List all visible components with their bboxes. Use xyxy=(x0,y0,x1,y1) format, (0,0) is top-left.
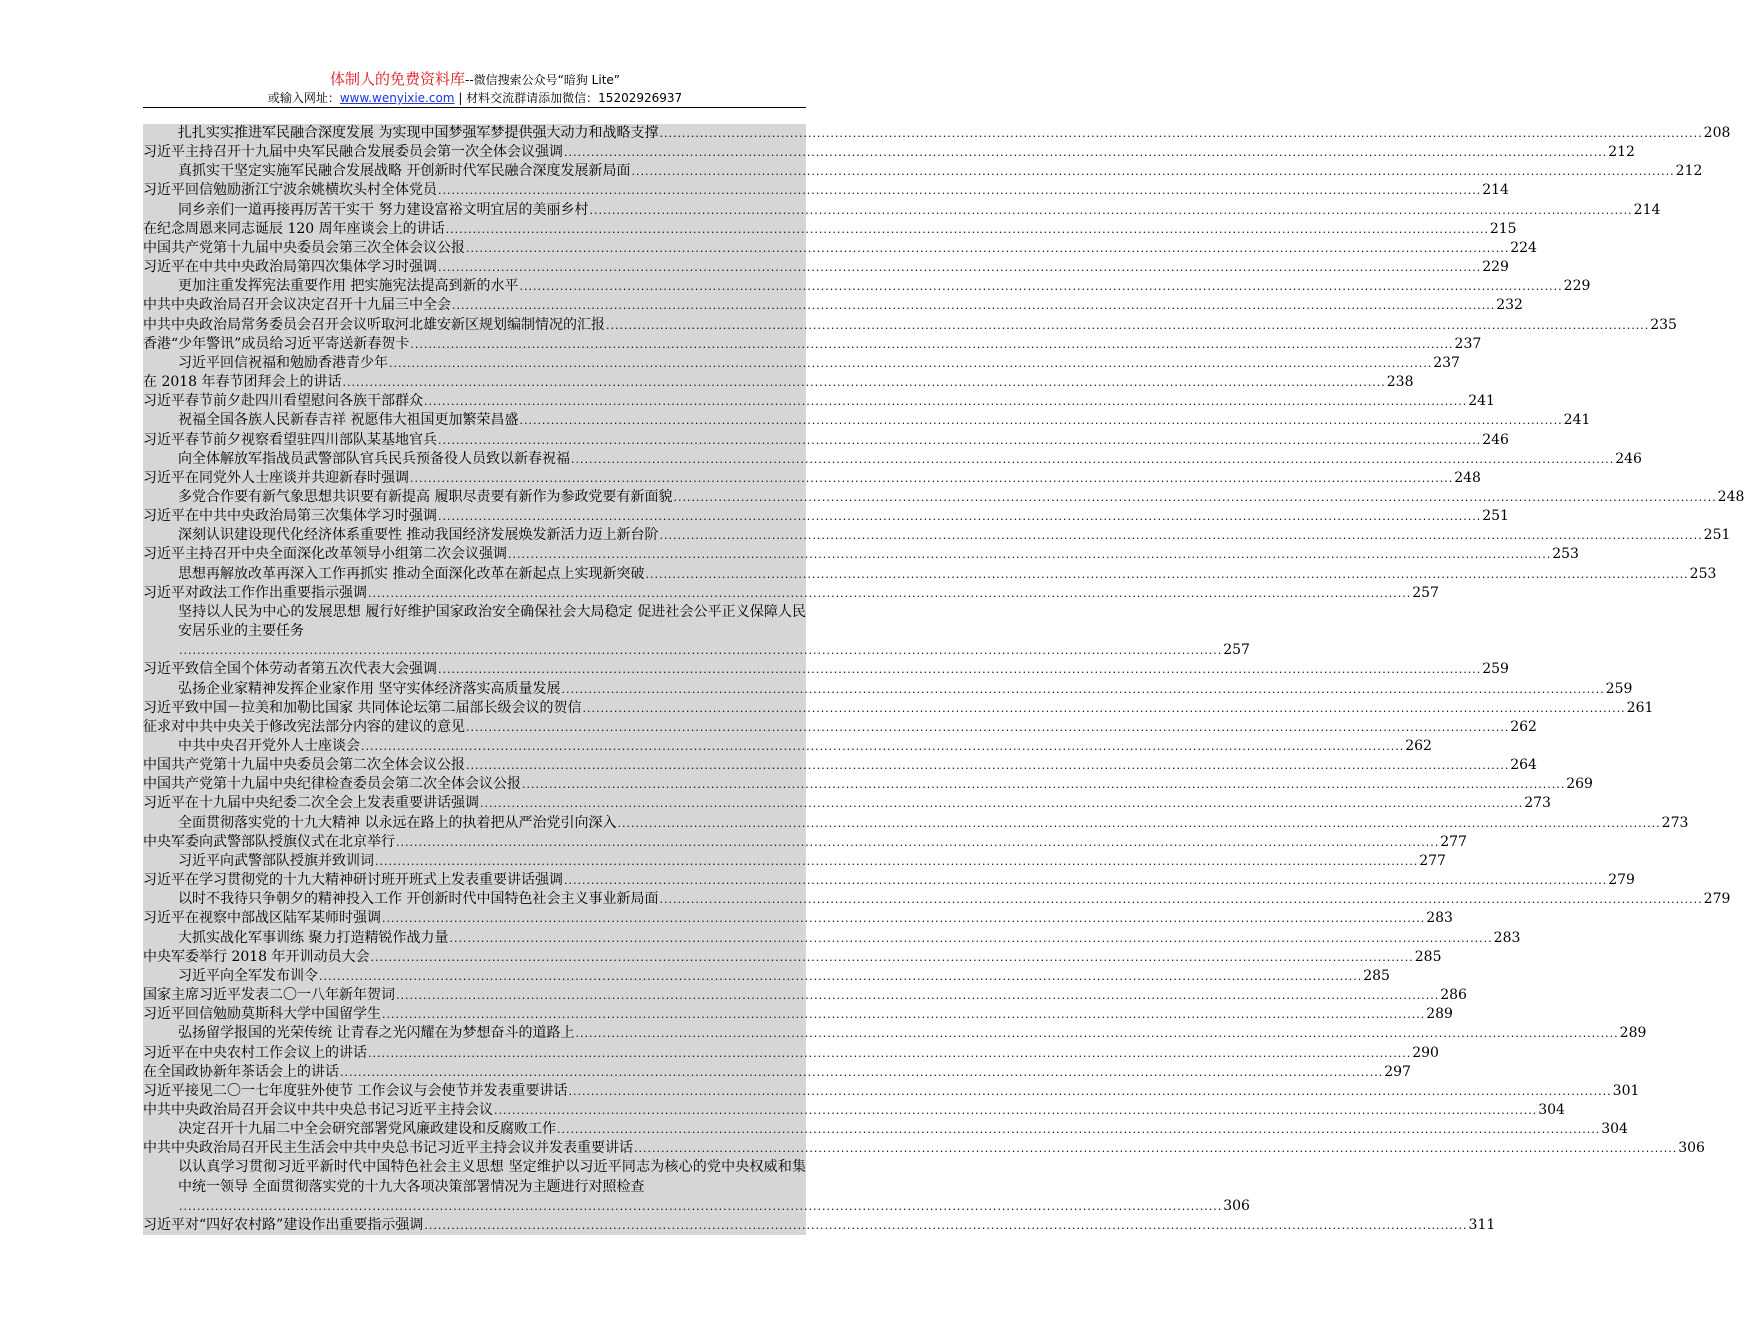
contact-note: | 材料交流群请添加微信：15202926937 xyxy=(454,91,683,105)
toc-entry-page: 229 xyxy=(1482,259,1509,276)
toc-entry-title: 国家主席习近平发表二〇一八年新年贺词 xyxy=(143,987,395,1004)
toc-entry-page: 277 xyxy=(1419,852,1446,869)
toc-entry-page: 246 xyxy=(1482,431,1509,448)
toc-entry-highlight xyxy=(143,450,1642,469)
toc-entry-page: 208 xyxy=(1703,125,1731,141)
toc-entry-page: 285 xyxy=(1363,967,1390,984)
toc-entry-highlight xyxy=(143,756,1537,775)
toc-entry-title: 大抓实战化军事训练 聚力打造精锐作战力量 xyxy=(178,929,449,946)
toc-entry[interactable] xyxy=(143,680,1633,699)
toc-dot-leader xyxy=(410,469,1453,488)
toc-entry-title: 弘扬留学报国的光荣传统 让青春之光闪耀在为梦想奋斗的道路上 xyxy=(178,1025,575,1042)
toc-dot-leader xyxy=(438,660,1481,679)
toc-entry-page: 285 xyxy=(1414,948,1442,965)
toc-entry[interactable] xyxy=(143,277,1591,296)
toc-entry[interactable] xyxy=(143,1005,1453,1024)
toc-entry[interactable] xyxy=(143,411,1591,430)
toc-entry-highlight xyxy=(143,1158,1250,1215)
toc-entry-page: 289 xyxy=(1619,1025,1647,1042)
toc-dot-leader xyxy=(446,220,1489,239)
toc-dot-leader xyxy=(494,1101,1537,1120)
toc-dot-leader xyxy=(480,794,1523,813)
toc-entry[interactable] xyxy=(143,450,1642,469)
toc-entry-page: 229 xyxy=(1563,278,1591,295)
toc-dot-leader xyxy=(561,680,1604,699)
toc-entry-highlight xyxy=(143,258,1509,277)
toc-dot-leader xyxy=(368,584,1411,603)
toc-dot-leader xyxy=(375,852,1418,871)
toc-entry-title: 弘扬企业家精神发挥企业家作用 坚守实体经济落实高质量发展 xyxy=(178,680,561,697)
toc-entry-page: 251 xyxy=(1703,527,1731,544)
toc-entry-page: 232 xyxy=(1496,297,1523,314)
toc-entry[interactable] xyxy=(143,565,1717,584)
toc-entry-title: 习近平致信全国个体劳动者第五次代表大会强调 xyxy=(143,661,437,678)
toc-entry[interactable] xyxy=(143,1216,1496,1235)
toc-entry-title: 以时不我待只争朝夕的精神投入工作 开创新时代中国特色社会主义事业新局面 xyxy=(178,891,659,908)
toc-entry-highlight xyxy=(143,986,1467,1005)
toc-entry-highlight xyxy=(143,1101,1565,1120)
toc-entry-title: 习近平回信勉励莫斯科大学中国留学生 xyxy=(143,1006,381,1023)
toc-entry-page: 289 xyxy=(1426,1006,1453,1023)
toc-dot-leader xyxy=(396,986,1439,1005)
toc-entry[interactable] xyxy=(143,1044,1439,1063)
toc-dot-leader xyxy=(519,277,1562,296)
toc-entry-title: 坚持以人民为中心的发展思想 履行好维护国家政治安全确保社会大局稳定 促进社会公平正义保障人民安居乐业的主要任务 xyxy=(178,603,806,640)
toc-entry[interactable] xyxy=(143,181,1509,200)
toc-dot-leader xyxy=(617,814,1660,833)
toc-entry[interactable] xyxy=(143,603,1250,660)
toc-entry-highlight xyxy=(143,124,1731,143)
toc-entry-highlight xyxy=(143,814,1689,833)
toc-entry[interactable] xyxy=(143,948,1442,967)
toc-entry-highlight xyxy=(143,871,1635,890)
page-header-line2 xyxy=(0,90,950,106)
toc-entry-page: 238 xyxy=(1386,374,1414,391)
toc-dot-leader xyxy=(571,450,1614,469)
toc-entry-title: 习近平回信勉励浙江宁波余姚横坎头村全体党员 xyxy=(143,182,437,199)
toc-entry-highlight xyxy=(143,526,1731,545)
toc-entry[interactable] xyxy=(143,852,1446,871)
toc-entry-title: 习近平主持召开中央全面深化改革领导小组第二次会议强调 xyxy=(143,546,507,563)
toc-entry-highlight xyxy=(143,354,1460,373)
toc-entry-highlight xyxy=(143,584,1439,603)
toc-entry-highlight xyxy=(143,660,1509,679)
toc-entry-highlight xyxy=(143,603,1250,660)
toc-entry-title: 中国共产党第十九届中央纪律检查委员会第二次全体会议公报 xyxy=(143,776,521,793)
toc-entry[interactable] xyxy=(143,526,1731,545)
toc-entry[interactable] xyxy=(143,201,1661,220)
toc-entry-title: 真抓实干坚定实施军民融合发展战略 开创新时代军民融合深度发展新局面 xyxy=(178,163,631,180)
toc-dot-leader xyxy=(179,1197,1222,1216)
toc-entry-highlight xyxy=(143,1005,1453,1024)
toc-dot-leader xyxy=(557,1120,1600,1139)
toc-dot-leader xyxy=(449,929,1492,948)
toc-entry[interactable] xyxy=(143,814,1689,833)
toc-entry-title: 习近平在中共中央政治局第四次集体学习时强调 xyxy=(143,259,437,276)
toc-entry[interactable] xyxy=(143,967,1390,986)
toc-entry-highlight xyxy=(143,201,1661,220)
toc-entry[interactable] xyxy=(143,833,1467,852)
toc-entry-title: 中共中央政治局召开会议中共中央总书记习近平主持会议 xyxy=(143,1101,493,1118)
toc-entry-page: 273 xyxy=(1524,795,1551,812)
toc-entry-title: 祝福全国各族人民新春吉祥 祝愿伟大祖国更加繁荣昌盛 xyxy=(178,412,519,429)
toc-entry-title: 扎扎实实推进军民融合深度发展 为实现中国梦强军梦提供强大动力和战略支撑 xyxy=(178,125,659,141)
toc-entry-page: 277 xyxy=(1440,833,1467,850)
toc-entry-title: 习近平在学习贯彻党的十九大精神研讨班开班式上发表重要讲话强调 xyxy=(143,872,563,889)
toc-entry-title: 习近平向全军发布训令 xyxy=(178,967,318,984)
toc-entry[interactable] xyxy=(143,143,1635,162)
toc-entry-highlight xyxy=(143,967,1390,986)
toc-entry-highlight xyxy=(143,239,1537,258)
toc-entry-title: 中央军委举行 2018 年开训动员大会 xyxy=(143,948,370,965)
toc-dot-leader xyxy=(645,565,1688,584)
toc-entry-highlight xyxy=(143,143,1635,162)
url-prefix: 或输入网址： xyxy=(267,91,340,105)
toc-entry-title: 习近平对政法工作作出重要指示强调 xyxy=(143,584,367,601)
toc-dot-leader xyxy=(424,392,1467,411)
toc-entry-highlight xyxy=(143,890,1731,909)
toc-entry[interactable] xyxy=(143,335,1482,354)
toc-dot-leader xyxy=(424,1216,1467,1235)
toc-entry[interactable] xyxy=(143,354,1460,373)
toc-entry-highlight xyxy=(143,948,1442,967)
toc-entry-page: 212 xyxy=(1675,163,1703,180)
toc-entry-page: 283 xyxy=(1426,910,1453,927)
toc-entry-title: 香港“少年警讯”成员给习近平寄送新春贺卡 xyxy=(143,335,410,352)
toc-entry-highlight xyxy=(143,909,1453,928)
toc-dot-leader xyxy=(371,948,1414,967)
toc-dot-leader xyxy=(606,316,1649,335)
toc-entry-page: 257 xyxy=(1412,584,1439,601)
toc-entry[interactable] xyxy=(143,1024,1647,1043)
toc-entry-highlight xyxy=(143,929,1521,948)
toc-entry-page: 259 xyxy=(1605,680,1633,697)
toc-entry-title: 中国共产党第十九届中央委员会第二次全体会议公报 xyxy=(143,757,465,774)
toc-entry[interactable] xyxy=(143,507,1509,526)
toc-dot-leader xyxy=(659,526,1702,545)
toc-entry[interactable] xyxy=(143,718,1537,737)
toc-entry-page: 290 xyxy=(1412,1044,1439,1061)
toc-dot-leader xyxy=(631,162,1674,181)
toc-entry-title: 中共中央政治局召开民主生活会中共中央总书记习近平主持会议并发表重要讲话 xyxy=(143,1140,633,1157)
toc-entry-highlight xyxy=(143,680,1633,699)
toc-entry-highlight xyxy=(143,794,1551,813)
toc-entry[interactable] xyxy=(143,890,1731,909)
toc-entry-highlight xyxy=(143,220,1517,239)
toc-entry-title: 向全体解放军指战员武警部队官兵民兵预备役人员致以新春祝福 xyxy=(178,450,570,467)
toc-dot-leader xyxy=(382,1005,1425,1024)
toc-dot-leader xyxy=(361,737,1404,756)
toc-dot-leader xyxy=(659,124,1702,143)
toc-entry-highlight xyxy=(143,1044,1439,1063)
toc-entry-title: 习近平在中共中央政治局第三次集体学习时强调 xyxy=(143,508,437,525)
brand-title: 体制人的免费资料库 xyxy=(329,70,465,88)
toc-dot-leader xyxy=(522,775,1565,794)
toc-entry[interactable] xyxy=(143,392,1495,411)
toc-dot-leader xyxy=(582,699,1625,718)
toc-entry[interactable] xyxy=(143,296,1523,315)
toc-dot-leader xyxy=(179,641,1222,660)
toc-dot-leader xyxy=(452,296,1495,315)
toc-entry-highlight xyxy=(143,507,1509,526)
toc-entry-page: 273 xyxy=(1661,814,1689,831)
toc-entry-page: 214 xyxy=(1482,182,1509,199)
toc-entry[interactable] xyxy=(143,545,1579,564)
toc-dot-leader xyxy=(343,373,1386,392)
toc-entry-page: 224 xyxy=(1510,239,1537,256)
toc-dot-leader xyxy=(382,909,1425,928)
toc-entry-title: 征求对中共中央关于修改宪法部分内容的建议的意见 xyxy=(143,718,465,735)
toc-entry[interactable] xyxy=(143,1101,1565,1120)
toc-entry[interactable] xyxy=(143,660,1509,679)
toc-entry-page: 261 xyxy=(1626,699,1654,716)
toc-entry[interactable] xyxy=(143,239,1537,258)
toc-entry-page: 248 xyxy=(1454,469,1481,486)
toc-entry-page: 259 xyxy=(1482,661,1509,678)
toc-entry[interactable] xyxy=(143,1082,1640,1101)
toc-entry[interactable] xyxy=(143,909,1453,928)
toc-entry-highlight xyxy=(143,565,1717,584)
toc-entry-page: 279 xyxy=(1703,891,1731,908)
toc-entry-highlight xyxy=(143,1120,1628,1139)
toc-entry-highlight xyxy=(143,1216,1496,1235)
toc-entry-title: 习近平在中央农村工作会议上的讲话 xyxy=(143,1044,367,1061)
toc-entry-page: 215 xyxy=(1489,220,1517,237)
toc-entry[interactable] xyxy=(143,584,1439,603)
toc-entry[interactable] xyxy=(143,756,1537,775)
toc-entry-title: 更加注重发挥宪法重要作用 把实施宪法提高到新的水平 xyxy=(178,278,519,295)
toc-entry-highlight xyxy=(143,718,1537,737)
website-link[interactable]: www.wenyixie.com xyxy=(339,91,455,105)
toc-dot-leader xyxy=(396,833,1439,852)
toc-entry-highlight xyxy=(143,411,1591,430)
toc-entry[interactable] xyxy=(143,794,1551,813)
toc-entry-title: 思想再解放改革再深入工作再抓实 推动全面深化改革在新起点上实现新突破 xyxy=(178,565,645,582)
page-header-line1 xyxy=(0,70,950,89)
toc-entry-page: 237 xyxy=(1454,335,1482,352)
toc-entry[interactable] xyxy=(143,316,1677,335)
toc-entry-page: 253 xyxy=(1689,565,1717,582)
toc-dot-leader xyxy=(438,431,1481,450)
toc-entry-title: 习近平主持召开十九届中央军民融合发展委员会第一次全体会议强调 xyxy=(143,144,563,161)
toc-dot-leader xyxy=(438,258,1481,277)
toc-entry-highlight xyxy=(143,335,1482,354)
toc-entry[interactable] xyxy=(143,1158,1250,1215)
toc-entry-highlight xyxy=(143,296,1523,315)
toc-entry[interactable] xyxy=(143,220,1517,239)
toc-dot-leader xyxy=(410,335,1453,354)
toc-dot-leader xyxy=(564,143,1607,162)
toc-dot-leader xyxy=(368,1044,1411,1063)
toc-entry-page: 253 xyxy=(1552,546,1579,563)
toc-entry-title: 在纪念周恩来同志诞辰 120 周年座谈会上的讲话 xyxy=(143,220,445,237)
toc-entry-page: 297 xyxy=(1384,1063,1411,1080)
toc-entry-page: 301 xyxy=(1612,1082,1640,1099)
toc-entry-title: 习近平致中国－拉美和加勒比国家 共同体论坛第二届部长级会议的贺信 xyxy=(143,699,582,716)
toc-entry[interactable] xyxy=(143,488,1744,507)
toc-entry-title: 以认真学习贯彻习近平新时代中国特色社会主义思想 坚定维护以习近平同志为核心的党中央权威和集中统一领导 全面贯彻落实党的十九大各项决策部署情况为主题进行对照检查 xyxy=(178,1159,806,1195)
toc-entry-highlight xyxy=(143,1082,1640,1101)
toc-dot-leader xyxy=(438,507,1481,526)
toc-entry-page: 304 xyxy=(1538,1101,1565,1118)
toc-entry-page: 214 xyxy=(1633,201,1661,218)
toc-entry-title: 决定召开十九届二中全会研究部署党风廉政建设和反腐败工作 xyxy=(178,1121,556,1138)
toc-entry-title: 习近平春节前夕赴四川看望慰问各族干部群众 xyxy=(143,393,423,410)
toc-entry-highlight xyxy=(143,775,1593,794)
toc-entry-title: 习近平在十九届中央纪委二次全会上发表重要讲话强调 xyxy=(143,795,479,812)
toc-entry-page: 246 xyxy=(1615,450,1642,467)
toc-entry-title: 中共中央召开党外人士座谈会 xyxy=(178,738,360,754)
toc-entry-page: 212 xyxy=(1608,144,1635,161)
toc-entry[interactable] xyxy=(143,737,1432,756)
toc-entry-title: 习近平春节前夕视察看望驻四川部队某基地官兵 xyxy=(143,431,437,448)
toc-entry[interactable] xyxy=(143,929,1521,948)
table-of-contents xyxy=(143,124,1744,1235)
toc-entry[interactable] xyxy=(143,124,1731,143)
toc-entry-highlight xyxy=(143,181,1509,200)
toc-entry[interactable] xyxy=(143,699,1654,718)
toc-entry-page: 283 xyxy=(1493,929,1521,946)
toc-entry-page: 251 xyxy=(1482,508,1509,525)
toc-entry-title: 中共中央政治局召开会议决定召开十九届三中全会 xyxy=(143,297,451,314)
toc-entry-title: 习近平在同党外人士座谈并共迎新春时强调 xyxy=(143,469,409,486)
header-divider xyxy=(143,107,806,108)
toc-entry-highlight xyxy=(143,373,1414,392)
toc-entry[interactable] xyxy=(143,162,1703,181)
toc-entry-highlight xyxy=(143,431,1509,450)
toc-entry-highlight xyxy=(143,277,1591,296)
toc-entry[interactable] xyxy=(143,1120,1628,1139)
toc-dot-leader xyxy=(508,545,1551,564)
toc-entry-page: 264 xyxy=(1510,757,1537,774)
toc-entry-page: 286 xyxy=(1440,987,1467,1004)
toc-entry-highlight xyxy=(143,852,1446,871)
toc-dot-leader xyxy=(438,181,1481,200)
toc-entry-highlight xyxy=(143,392,1495,411)
toc-entry[interactable] xyxy=(143,1139,1705,1158)
toc-dot-leader xyxy=(659,890,1702,909)
toc-dot-leader xyxy=(466,756,1509,775)
toc-entry-highlight xyxy=(143,1024,1647,1043)
toc-entry[interactable] xyxy=(143,1063,1411,1082)
toc-entry-highlight xyxy=(143,316,1677,335)
toc-dot-leader xyxy=(589,201,1632,220)
toc-dot-leader xyxy=(340,1063,1383,1082)
toc-entry[interactable] xyxy=(143,469,1481,488)
toc-entry-page: 241 xyxy=(1468,393,1495,410)
toc-entry-highlight xyxy=(143,699,1654,718)
toc-dot-leader xyxy=(564,871,1607,890)
toc-entry-page: 304 xyxy=(1601,1121,1628,1138)
toc-dot-leader xyxy=(466,239,1509,258)
toc-entry-highlight xyxy=(143,545,1579,564)
toc-entry-title: 习近平对“四好农村路”建设作出重要指示强调 xyxy=(143,1216,424,1233)
toc-entry[interactable] xyxy=(143,871,1635,890)
toc-entry-title: 习近平回信祝福和勉励香港青少年 xyxy=(178,354,388,371)
toc-entry-page: 262 xyxy=(1405,738,1432,754)
toc-entry-title: 中央军委向武警部队授旗仪式在北京举行 xyxy=(143,833,395,850)
toc-entry-title: 中共中央政治局常务委员会召开会议听取河北雄安新区规划编制情况的汇报 xyxy=(143,316,605,333)
toc-entry-highlight xyxy=(143,469,1481,488)
toc-entry-page: 279 xyxy=(1608,872,1635,889)
toc-dot-leader xyxy=(673,488,1716,507)
toc-entry-title: 习近平在视察中部战区陆军某师时强调 xyxy=(143,910,381,927)
toc-entry[interactable] xyxy=(143,986,1467,1005)
toc-entry-page: 248 xyxy=(1717,488,1744,505)
toc-entry-title: 在全国政协新年茶话会上的讲话 xyxy=(143,1063,339,1080)
toc-dot-leader xyxy=(634,1139,1677,1158)
toc-entry-page: 311 xyxy=(1468,1216,1496,1233)
toc-entry-title: 同乡亲们一道再接再厉苦干实干 努力建设富裕文明宜居的美丽乡村 xyxy=(178,201,589,218)
toc-entry[interactable] xyxy=(143,373,1414,392)
brand-note: --微信搜索公众号“暗狗 Lite” xyxy=(464,73,621,87)
toc-dot-leader xyxy=(389,354,1432,373)
toc-dot-leader xyxy=(519,411,1562,430)
toc-entry-highlight xyxy=(143,162,1703,181)
toc-entry-page: 269 xyxy=(1566,776,1593,793)
toc-entry[interactable] xyxy=(143,258,1509,277)
toc-entry-highlight xyxy=(143,1139,1705,1158)
toc-entry-title: 在 2018 年春节团拜会上的讲话 xyxy=(143,374,342,391)
toc-dot-leader xyxy=(575,1024,1618,1043)
toc-entry-highlight xyxy=(143,737,1432,756)
toc-entry-page: 257 xyxy=(1223,642,1250,659)
toc-entry-page: 237 xyxy=(1433,354,1460,371)
toc-entry[interactable] xyxy=(143,775,1593,794)
toc-dot-leader xyxy=(319,967,1362,986)
toc-entry-title: 深刻认识建设现代化经济体系重要性 推动我国经济发展焕发新活力迈上新台阶 xyxy=(178,527,659,544)
toc-entry-highlight xyxy=(143,488,1744,507)
toc-entry-page: 306 xyxy=(1678,1140,1705,1157)
toc-entry-title: 中国共产党第十九届中央委员会第三次全体会议公报 xyxy=(143,239,465,256)
toc-dot-leader xyxy=(466,718,1509,737)
toc-entry-title: 多党合作要有新气象思想共识要有新提高 履职尽责要有新作为参政党要有新面貌 xyxy=(178,488,673,505)
toc-entry-highlight xyxy=(143,1063,1411,1082)
toc-entry-title: 全面贯彻落实党的十九大精神 以永远在路上的执着把从严治党引向深入 xyxy=(178,814,617,831)
toc-entry-title: 习近平向武警部队授旗并致训词 xyxy=(178,852,374,869)
toc-entry-page: 262 xyxy=(1510,718,1537,735)
toc-entry-title: 习近平接见二〇一七年度驻外使节 工作会议与会使节并发表重要讲话 xyxy=(143,1082,568,1099)
toc-entry-highlight xyxy=(143,833,1467,852)
toc-entry-page: 306 xyxy=(1223,1197,1250,1214)
toc-entry[interactable] xyxy=(143,431,1509,450)
toc-dot-leader xyxy=(568,1082,1611,1101)
toc-entry-page: 235 xyxy=(1650,316,1677,333)
toc-entry-page: 241 xyxy=(1563,412,1591,429)
